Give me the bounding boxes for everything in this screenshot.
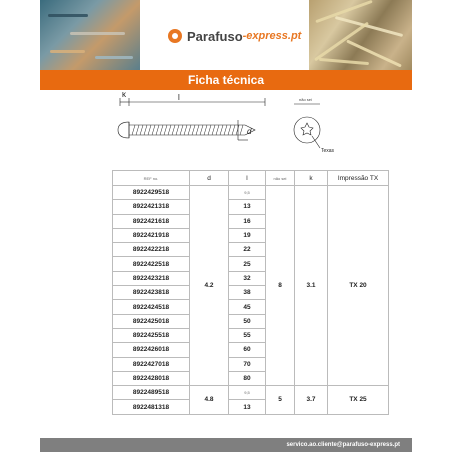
ref-cell: 8922489518 — [113, 386, 190, 400]
ref-cell: 8922481318 — [113, 400, 190, 414]
l-cell: 70 — [229, 357, 266, 371]
page-title: Ficha técnica — [40, 70, 412, 90]
ref-cell: 8922423218 — [113, 271, 190, 285]
footer-bar — [40, 438, 412, 452]
l-cell: 45 — [229, 300, 266, 314]
brand-name: Parafuso — [187, 28, 243, 44]
header — [40, 0, 412, 70]
ref-cell: 8922426018 — [113, 343, 190, 357]
ref-cell: 8922421618 — [113, 214, 190, 228]
ref-cell: 8922422518 — [113, 257, 190, 271]
l-cell: 32 — [229, 271, 266, 285]
l-cell: 60 — [229, 343, 266, 357]
ref-cell: 8922427018 — [113, 357, 190, 371]
header-l: l — [229, 171, 266, 186]
l-cell: 13 — [229, 200, 266, 214]
screw-technical-drawing — [40, 92, 412, 162]
ref-cell: 8922424518 — [113, 300, 190, 314]
brand-logo[interactable] — [168, 26, 301, 46]
l-cell: 9,5 — [229, 186, 266, 200]
dimension-d-label: d — [247, 127, 252, 136]
s-cell-group2: 5 — [266, 386, 295, 415]
ref-cell: 8922422218 — [113, 243, 190, 257]
l-cell: 9,5 — [229, 386, 266, 400]
header-s: não sei — [266, 171, 295, 186]
d-cell-group2: 4.8 — [190, 386, 229, 415]
l-cell: 55 — [229, 328, 266, 342]
d-cell-group1: 4.2 — [190, 186, 229, 386]
ref-cell: 8922428018 — [113, 371, 190, 385]
dimension-l-label: l — [178, 93, 180, 102]
ref-cell: 8922421318 — [113, 200, 190, 214]
screws-photo-right — [309, 0, 412, 70]
header-d: d — [190, 171, 229, 186]
brand-domain: -express.pt — [242, 30, 302, 42]
header-k: k — [295, 171, 328, 186]
tx-drive-label: Texas — [321, 148, 335, 154]
dimension-s-label: não sei — [299, 97, 312, 102]
ref-cell: 8922421918 — [113, 228, 190, 242]
tx-cell-group2: TX 25 — [328, 386, 389, 415]
k-cell-group2: 3.7 — [295, 386, 328, 415]
l-cell: 19 — [229, 228, 266, 242]
l-cell: 22 — [229, 243, 266, 257]
table-header-row — [113, 171, 389, 186]
header-tx: Impressão TX — [328, 171, 389, 186]
header-ref: REF no. — [113, 171, 190, 186]
l-cell: 13 — [229, 400, 266, 414]
table-row — [113, 186, 389, 200]
dimension-k-label: k — [122, 92, 126, 99]
workshop-photo-left — [40, 0, 140, 70]
ref-cell: 8922429518 — [113, 186, 190, 200]
l-cell: 25 — [229, 257, 266, 271]
ref-cell: 8922425018 — [113, 314, 190, 328]
specifications-table — [112, 170, 389, 415]
datasheet-page — [40, 0, 412, 452]
s-cell-group1: 8 — [266, 186, 295, 386]
logo-icon — [168, 29, 182, 43]
ref-cell: 8922425518 — [113, 328, 190, 342]
l-cell: 80 — [229, 371, 266, 385]
table-row — [113, 386, 389, 400]
l-cell: 16 — [229, 214, 266, 228]
tx-cell-group1: TX 20 — [328, 186, 389, 386]
l-cell: 50 — [229, 314, 266, 328]
support-email-link[interactable]: servico.ao.cliente@parafuso-express.pt — [286, 442, 400, 448]
k-cell-group1: 3.1 — [295, 186, 328, 386]
ref-cell: 8922423818 — [113, 286, 190, 300]
l-cell: 38 — [229, 286, 266, 300]
